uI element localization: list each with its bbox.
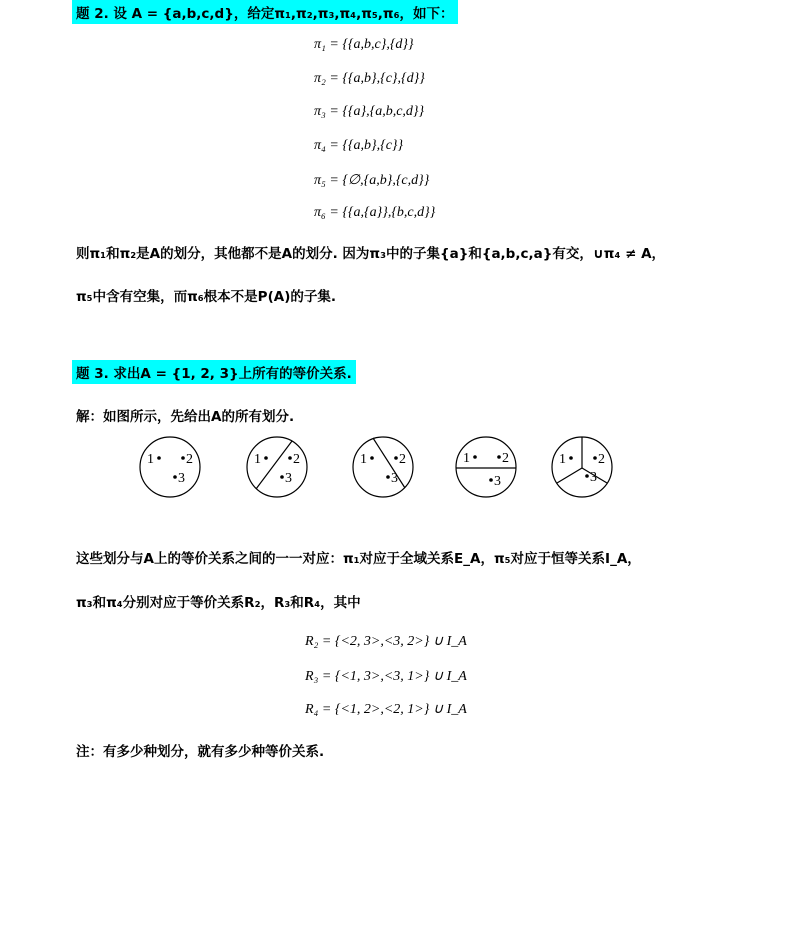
point-dot xyxy=(593,456,597,460)
formula-pi1: π₁ = {{a,b,c},{d}} xyxy=(314,37,414,52)
point-label: 1 xyxy=(559,452,566,467)
correspondence-line-2: π₃和π₄分别对应于等价关系R₂，R₃和R₄，其中 xyxy=(76,595,361,611)
formula-pi6: π₆ = {{a,{a}},{b,c,d}} xyxy=(314,205,436,220)
formula-pi4: π₄ = {{a,b},{c}} xyxy=(314,138,404,153)
answer-line-1: 则π₁和π₂是A的划分，其他都不是A的划分. 因为π₃中的子集{a}和{a,b,c,a}有交，∪π₄ ≠ A， xyxy=(76,246,666,262)
point-label: 1 xyxy=(463,451,470,466)
point-label: 3 xyxy=(590,470,597,485)
point-dot xyxy=(489,478,493,482)
relation-r2: R₂ = {<2, 3>,<3, 2>} ∪ I_A xyxy=(305,634,467,649)
point-label: 3 xyxy=(391,471,398,486)
partition-2 xyxy=(247,437,307,497)
correspondence-line-1: 这些划分与A上的等价关系之间的一一对应：π₁对应于全域关系E_A，π₅对应于恒等关系I_A， xyxy=(76,551,641,567)
point-label: 2 xyxy=(293,452,300,467)
point-dot xyxy=(473,455,477,459)
point-label: 2 xyxy=(186,452,193,467)
answer-line-2: π₅中含有空集，而π₆根本不是P(A)的子集. xyxy=(76,289,336,305)
question-2-title: 题 2. 设 A = {a,b,c,d}，给定π₁,π₂,π₃,π₄,π₅,π₆，如下： xyxy=(72,0,458,24)
point-label: 1 xyxy=(147,452,154,467)
point-label: 2 xyxy=(502,451,509,466)
point-label: 1 xyxy=(360,452,367,467)
point-dot xyxy=(288,456,292,460)
point-dot xyxy=(173,475,177,479)
formula-pi5: π₅ = {∅,{a,b},{c,d}} xyxy=(314,173,430,188)
point-dot xyxy=(264,456,268,460)
point-dot xyxy=(386,475,390,479)
point-label: 3 xyxy=(285,471,292,486)
formula-pi2: π₂ = {{a,b},{c},{d}} xyxy=(314,71,425,86)
question-3-title: 题 3. 求出A = {1, 2, 3}上所有的等价关系. xyxy=(72,360,356,384)
point-dot xyxy=(157,456,161,460)
point-dot xyxy=(569,456,573,460)
note-text: 注：有多少种划分，就有多少种等价关系. xyxy=(76,744,325,760)
point-label: 2 xyxy=(399,452,406,467)
point-label: 3 xyxy=(178,471,185,486)
point-dot xyxy=(280,475,284,479)
point-dot xyxy=(497,455,501,459)
formula-pi3: π₃ = {{a},{a,b,c,d}} xyxy=(314,104,425,119)
point-label: 2 xyxy=(598,452,605,467)
partition-diagrams xyxy=(0,430,793,510)
point-dot xyxy=(181,456,185,460)
point-label: 3 xyxy=(494,474,501,489)
point-dot xyxy=(585,474,589,478)
partition-5 xyxy=(552,437,612,497)
point-label: 1 xyxy=(254,452,261,467)
relation-r4: R₄ = {<1, 2>,<2, 1>} ∪ I_A xyxy=(305,702,467,717)
partition-4 xyxy=(456,437,516,497)
partition-1 xyxy=(140,437,200,497)
partition-3 xyxy=(353,437,413,497)
relation-r3: R₃ = {<1, 3>,<3, 1>} ∪ I_A xyxy=(305,669,467,684)
point-dot xyxy=(370,456,374,460)
solution-text: 解：如图所示，先给出A的所有划分. xyxy=(76,409,295,425)
point-dot xyxy=(394,456,398,460)
